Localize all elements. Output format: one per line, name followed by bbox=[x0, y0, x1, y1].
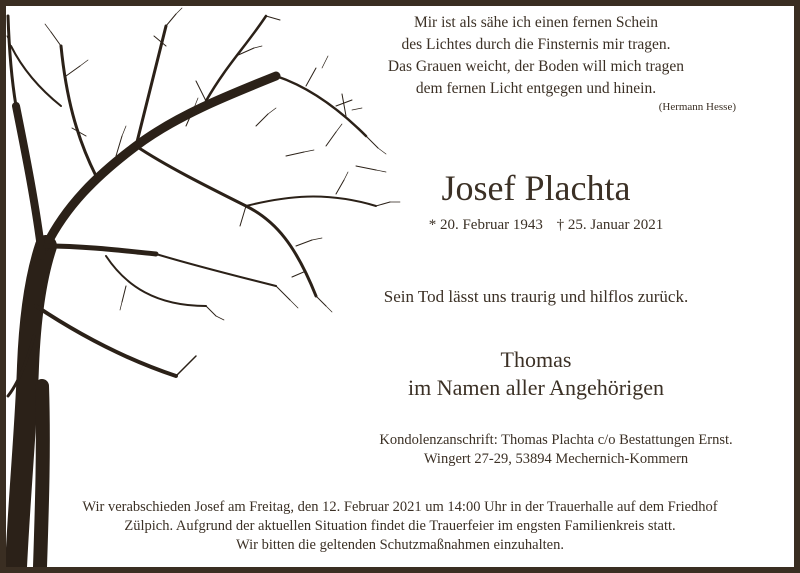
poem-line: Das Grauen weicht, der Boden will mich tragen bbox=[387, 58, 685, 75]
family-signature bbox=[336, 346, 736, 402]
birth-date: * 20. Februar 1943 bbox=[428, 217, 543, 233]
condolence-address bbox=[336, 431, 776, 469]
farewell-line: Wir bitten die geltenden Schutzmaßnahmen einzuhalten. bbox=[236, 537, 564, 553]
poem-line: dem fernen Licht entgegen und hinein. bbox=[415, 80, 657, 97]
condolence-line: Wingert 27-29, 53894 Mechernich-Kommern bbox=[423, 451, 689, 467]
farewell-notice bbox=[20, 498, 780, 555]
poem-line: des Lichtes durch die Finsternis mir tragen. bbox=[401, 36, 671, 53]
death-date: † 25. Januar 2021 bbox=[556, 217, 664, 233]
deceased-name: Josef Plachta bbox=[441, 168, 631, 208]
family-name: Thomas bbox=[500, 347, 572, 372]
obituary-card bbox=[6, 6, 794, 567]
farewell-line: Zülpich. Aufgrund der aktuellen Situation findet die Trauerfeier im engsten Familienkreis statt. bbox=[124, 518, 676, 534]
mourning-statement: Sein Tod lässt uns traurig und hilflos zurück. bbox=[383, 287, 689, 306]
poem-author: (Hermann Hesse) bbox=[658, 101, 736, 113]
poem-line: Mir ist als sähe ich einen fernen Schein bbox=[413, 14, 659, 31]
poem bbox=[336, 12, 736, 114]
condolence-line: Kondolenzanschrift: Thomas Plachta c/o Bestattungen Ernst. bbox=[379, 432, 733, 448]
life-dates bbox=[366, 215, 726, 235]
farewell-line: Wir verabschieden Josef am Freitag, den 12. Februar 2021 um 14:00 Uhr in der Trauerhalle auf dem Friedhof bbox=[82, 499, 718, 515]
family-relation: im Namen aller Angehörigen bbox=[408, 375, 664, 400]
